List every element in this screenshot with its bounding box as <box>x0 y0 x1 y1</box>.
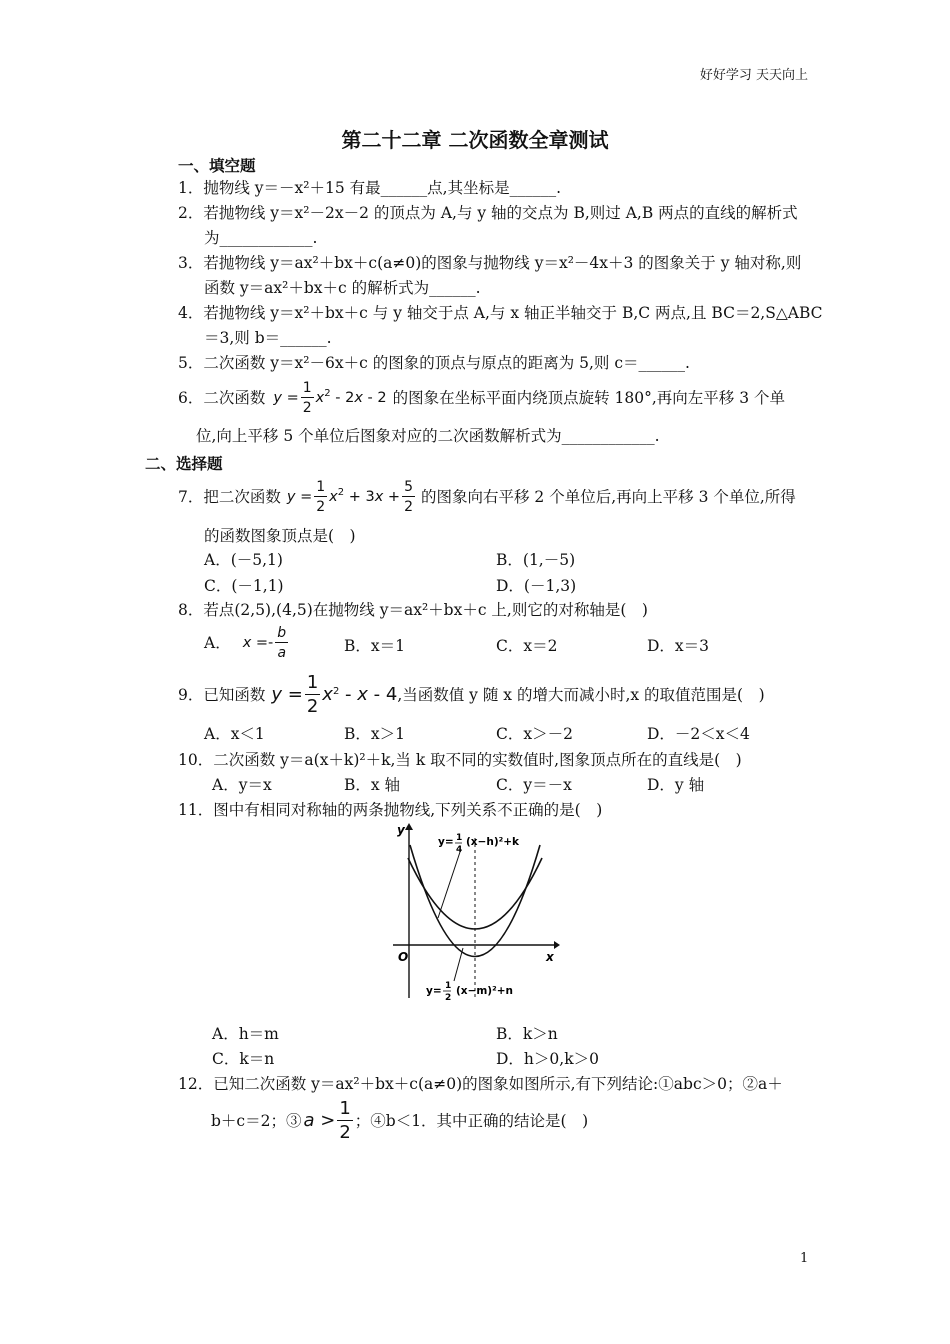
question-5: 5．二次函数 y＝x²－6x＋c 的图象的顶点与原点的距离为 5,则 c＝______. <box>178 354 690 372</box>
origin-label: O <box>398 950 409 964</box>
section-heading-choice: 二、选择题 <box>145 455 223 473</box>
question-9-prefix: 9．已知函数 <box>178 686 266 704</box>
question-11-option-c: C．k＝n <box>212 1050 275 1068</box>
question-8-option-a-label: A． <box>204 634 231 652</box>
svg-text:(x−h)²+k: (x−h)²+k <box>466 836 520 848</box>
question-11-option-a: A．h＝m <box>212 1025 279 1043</box>
question-3-line1: 3．若抛物线 y＝ax²＋bx＋c(a≠0)的图象与抛物线 y＝x²－4x＋3 的图象关于 y 轴对称,则 <box>178 254 802 272</box>
question-4-line2: ＝3,则 b＝______. <box>204 329 332 347</box>
question-11-option-b: B．k＞n <box>496 1025 558 1043</box>
svg-text:4: 4 <box>456 845 463 855</box>
page-title: 第二十二章 二次函数全章测试 <box>341 128 609 152</box>
x-axis-arrow <box>554 941 560 949</box>
y-axis-label: y <box>397 823 405 837</box>
question-9-suffix: ,当函数值 y 随 x 的增大而减小时,x 的取值范围是( ) <box>397 686 765 704</box>
question-7-option-d: D．(－1,3) <box>496 577 577 595</box>
question-11-option-d: D．h＞0,k＞0 <box>496 1050 599 1068</box>
question-10-option-a: A．y＝x <box>212 776 272 794</box>
question-10-option-d: D．y 轴 <box>647 776 705 794</box>
question-12-line2-prefix: b＋c＝2；③ <box>211 1112 302 1130</box>
question-6-formula: y = $\frac{1}{2}$ $x^2 - 2x - 2$ <box>273 380 387 416</box>
question-12-line2 <box>211 1100 588 1142</box>
question-12-formula: a > $\frac{1}{2}$ <box>303 1098 351 1143</box>
question-7-line2: 的函数图象顶点是( ) <box>204 527 356 545</box>
question-3-line2: 函数 y＝ax²＋bx＋c 的解析式为______. <box>204 279 481 297</box>
x-axis-label: x <box>546 950 554 964</box>
question-8-option-c: C．x＝2 <box>496 637 558 655</box>
svg-text:1: 1 <box>456 833 463 843</box>
question-9-option-a: A．x＜1 <box>204 725 265 743</box>
svg-text:y=: y= <box>426 985 442 997</box>
question-7-option-c: C．(－1,1) <box>204 577 284 595</box>
section-heading-fill: 一、填空题 <box>178 157 256 175</box>
question-10-option-b: B．x 轴 <box>344 776 401 794</box>
question-4-line1: 4．若抛物线 y＝x²＋bx＋c 与 y 轴交于点 A,与 x 轴正半轴交于 B,C 两点,且 BC＝2,S△ABC <box>178 304 823 322</box>
question-7-option-b: B．(1,－5) <box>496 551 576 569</box>
question-7-formula: y = $\frac{1}{2}$ $x^2 + 3x$ + $\frac{5}{2}$ <box>286 479 413 515</box>
question-6-suffix: 的图象在坐标平面内绕顶点旋转 180°,再向左平移 3 个单 <box>392 389 785 407</box>
upper-label-pointer <box>438 852 460 918</box>
svg-text:(x−m)²+n: (x−m)²+n <box>456 985 513 997</box>
question-6-prefix: 6．二次函数 <box>178 389 266 407</box>
parabola-figure <box>388 818 568 1003</box>
question-11: 11．图中有相同对称轴的两条抛物线,下列关系不正确的是( ) <box>178 801 603 819</box>
lower-parabola-label <box>426 981 513 1003</box>
question-2-line1: 2．若抛物线 y＝x²－2x－2 的顶点为 A,与 y 轴的交点为 B,则过 A,B 两点的直线的解析式 <box>178 204 798 222</box>
upper-parabola-label <box>438 833 520 855</box>
question-9-option-c: C．x＞－2 <box>496 725 573 743</box>
question-9-option-b: B．x＞1 <box>344 725 405 743</box>
svg-text:2: 2 <box>445 993 452 1003</box>
svg-text:y=: y= <box>438 836 454 848</box>
question-8-option-a <box>204 626 290 660</box>
question-7-suffix: 的图象向右平移 2 个单位后,再向上平移 3 个单位,所得 <box>421 488 796 506</box>
question-6-line2: 位,向上平移 5 个单位后图象对应的二次函数解析式为____________. <box>196 427 660 445</box>
question-10: 10．二次函数 y＝a(x＋k)²＋k,当 k 取不同的实数值时,图象顶点所在的直线是( ) <box>178 751 742 769</box>
question-9-line <box>178 674 765 716</box>
question-8-option-a-formula: x =- $\frac{b}{a}$ <box>242 625 287 661</box>
question-9-formula: y = $\frac{1}{2}$ $x^2$ - x - 4 <box>271 672 398 717</box>
question-6-line1 <box>178 381 785 415</box>
question-12-line2-suffix: ；④b＜1．其中正确的结论是( ) <box>354 1112 589 1130</box>
question-7-prefix: 7．把二次函数 <box>178 488 281 506</box>
question-12-line1: 12．已知二次函数 y＝ax²＋bx＋c(a≠0)的图象如图所示,有下列结论:①abc＞0；②a＋ <box>178 1075 783 1093</box>
question-7-line1 <box>178 480 796 514</box>
question-8-option-d: D．x＝3 <box>647 637 710 655</box>
question-10-option-c: C．y＝－x <box>496 776 572 794</box>
question-2-line2: 为____________. <box>204 229 318 247</box>
lower-label-pointer <box>454 948 463 981</box>
question-7-option-a: A．(－5,1) <box>204 551 283 569</box>
question-8: 8．若点(2,5),(4,5)在抛物线 y＝ax²＋bx＋c 上,则它的对称轴是( ) <box>178 601 648 619</box>
question-1: 1．抛物线 y＝－x²＋15 有最______点,其坐标是______. <box>178 179 562 197</box>
y-axis-arrow <box>405 823 413 830</box>
question-8-option-b: B．x＝1 <box>344 637 405 655</box>
question-9-option-d: D．－2＜x＜4 <box>647 725 750 743</box>
page-number: 1 <box>800 1251 809 1266</box>
svg-text:1: 1 <box>445 981 452 991</box>
header-motto: 好好学习 天天向上 <box>699 68 808 83</box>
